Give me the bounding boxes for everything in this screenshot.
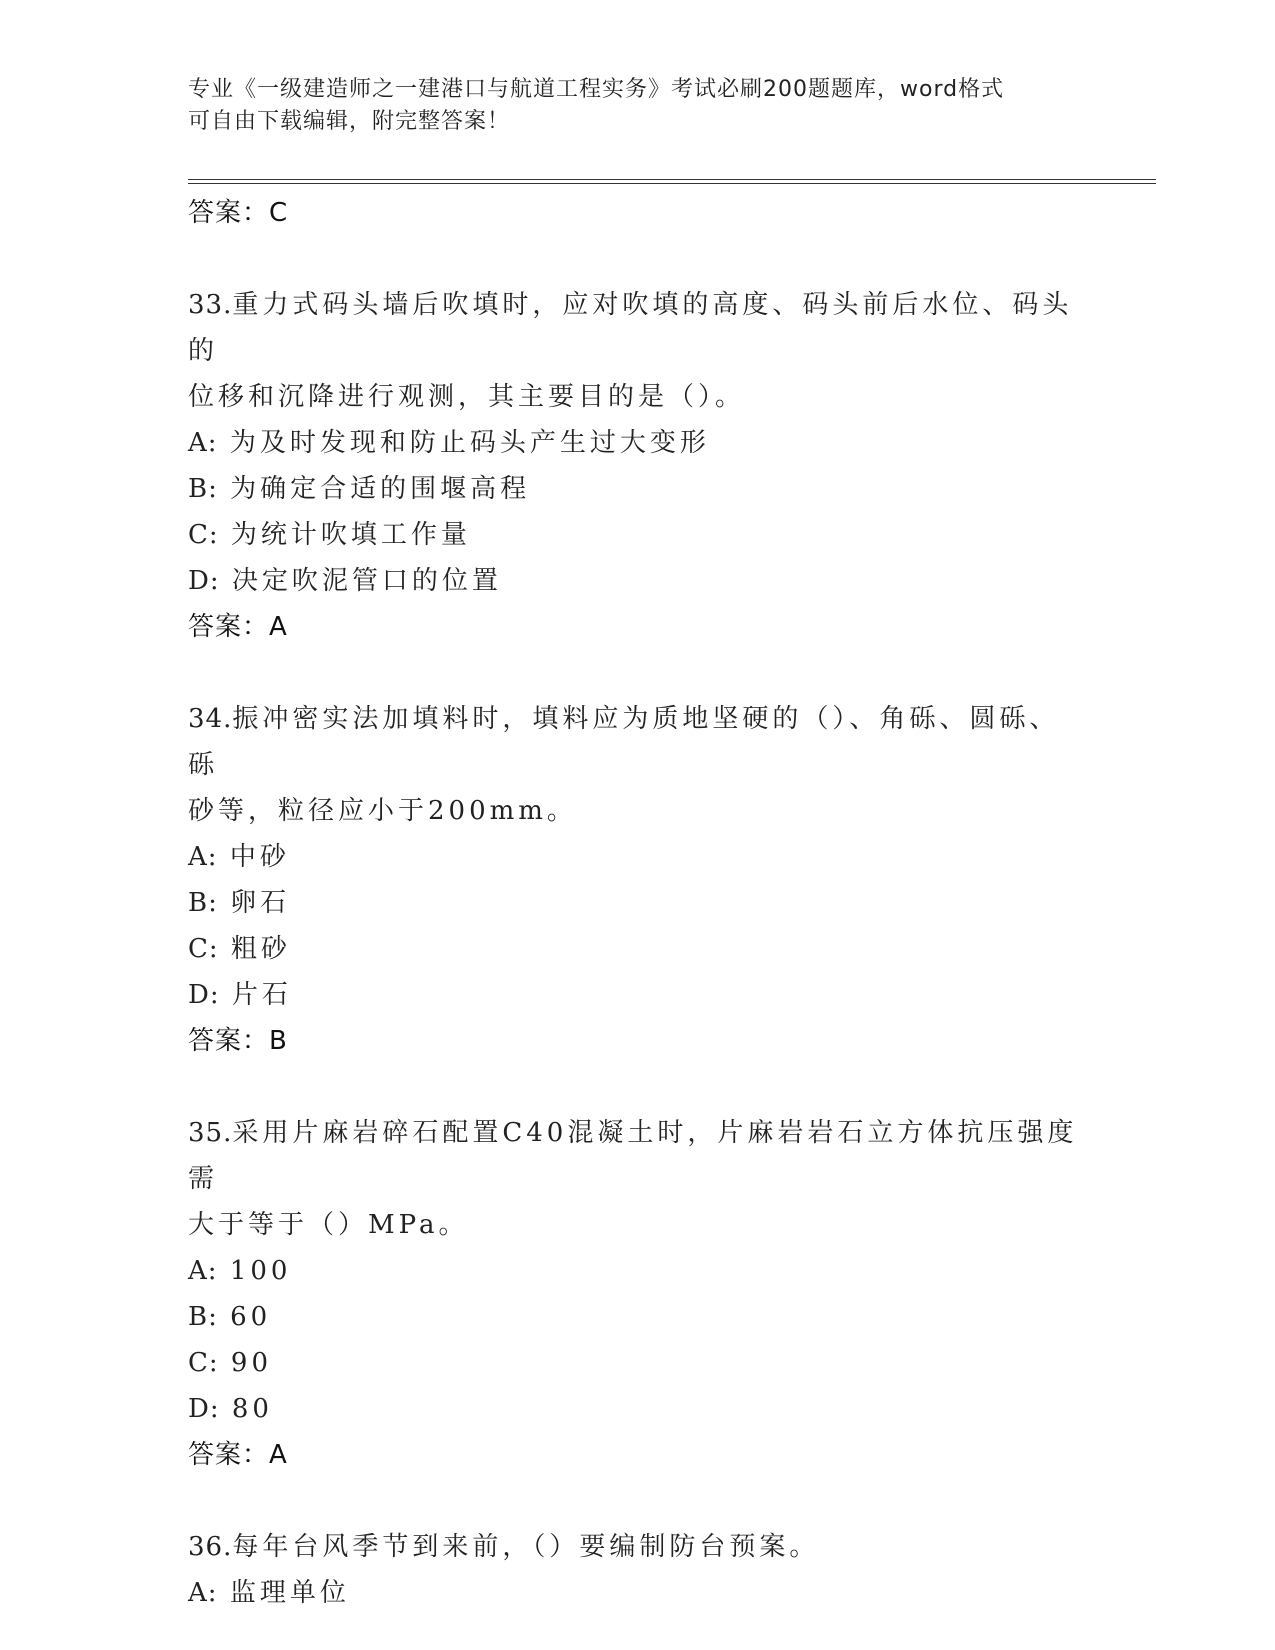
- question-stem-line-1: 重力式码头墙后吹填时，应对吹填的高度、码头前后水位、码头的: [188, 290, 1073, 366]
- question-35: [188, 1110, 1088, 1478]
- header-divider-top: [188, 179, 1156, 180]
- option-a: [188, 1248, 1088, 1294]
- option-text: 100: [229, 1256, 292, 1286]
- option-text: 卵石: [230, 888, 291, 918]
- question-34: [188, 696, 1088, 1064]
- option-text: 片石: [231, 980, 292, 1010]
- option-letter: A:: [188, 428, 218, 458]
- option-text: 监理单位: [229, 1578, 350, 1608]
- question-number: 33.: [188, 290, 233, 320]
- option-text: 为及时发现和防止码头产生过大变形: [229, 428, 710, 458]
- header-line-1: 专业《一级建造师之一建港口与航道工程实务》考试必刷200题题库，word格式: [188, 77, 1005, 102]
- option-a: [188, 420, 1088, 466]
- option-b: [188, 1294, 1088, 1340]
- question-stem-line-2: 砂等，粒径应小于200mm。: [188, 796, 577, 826]
- option-text: 为确定合适的围堰高程: [230, 474, 531, 504]
- option-text: 60: [230, 1302, 272, 1332]
- option-letter: D:: [188, 566, 220, 596]
- header-line-2: 可自由下载编辑，附完整答案！: [188, 109, 511, 134]
- option-letter: A:: [188, 1578, 218, 1608]
- option-text: 为统计吹填工作量: [230, 520, 471, 550]
- question-36: [188, 1524, 1088, 1616]
- option-letter: D:: [188, 1394, 220, 1424]
- option-d: [188, 972, 1088, 1018]
- question-stem-line-2: 位移和沉降进行观测，其主要目的是（）。: [188, 382, 746, 412]
- answer-33: 答案：A: [188, 612, 288, 642]
- option-letter: D:: [188, 980, 220, 1010]
- option-b: [188, 880, 1088, 926]
- option-letter: C:: [188, 934, 219, 964]
- question-33: [188, 282, 1088, 650]
- option-b: [188, 466, 1088, 512]
- option-c: [188, 926, 1088, 972]
- question-stem: [188, 282, 1088, 374]
- option-c: [188, 512, 1088, 558]
- question-number: 34.: [188, 704, 233, 734]
- question-stem-line-1: 振冲密实法加填料时，填料应为质地坚硬的（）、角砾、圆砾、砾: [188, 704, 1060, 780]
- question-stem-line-1: 采用片麻岩碎石配置C40混凝土时，片麻岩岩石立方体抗压强度需: [188, 1118, 1078, 1194]
- option-d: [188, 558, 1088, 604]
- option-a: [188, 834, 1088, 880]
- option-a: [188, 1570, 1088, 1616]
- option-letter: C:: [188, 520, 219, 550]
- answer-34: 答案：B: [188, 1026, 288, 1056]
- answer-previous: 答案：C: [188, 198, 289, 228]
- header-divider-bottom: [188, 183, 1156, 184]
- question-stem-line-1: 每年台风季节到来前，（）要编制防台预案。: [232, 1532, 820, 1562]
- question-stem: [188, 696, 1088, 788]
- option-letter: B:: [188, 1302, 218, 1332]
- option-text: 决定吹泥管口的位置: [231, 566, 502, 596]
- question-stem: [188, 1110, 1088, 1202]
- option-letter: A:: [188, 1256, 218, 1286]
- option-text: 中砂: [229, 842, 290, 872]
- question-stem: [188, 1524, 1088, 1570]
- option-letter: B:: [188, 474, 218, 504]
- option-letter: C:: [188, 1348, 219, 1378]
- option-text: 80: [231, 1394, 273, 1424]
- question-list: [188, 190, 1088, 1616]
- option-c: [188, 1340, 1088, 1386]
- document-header: [188, 74, 1088, 138]
- option-text: 粗砂: [230, 934, 291, 964]
- option-d: [188, 1386, 1088, 1432]
- answer-35: 答案：A: [188, 1440, 288, 1470]
- question-number: 35.: [188, 1118, 233, 1148]
- question-stem-line-2: 大于等于（）MPa。: [188, 1210, 469, 1240]
- option-letter: A:: [188, 842, 218, 872]
- option-text: 90: [230, 1348, 273, 1378]
- option-letter: B:: [188, 888, 218, 918]
- question-number: 36.: [188, 1532, 233, 1562]
